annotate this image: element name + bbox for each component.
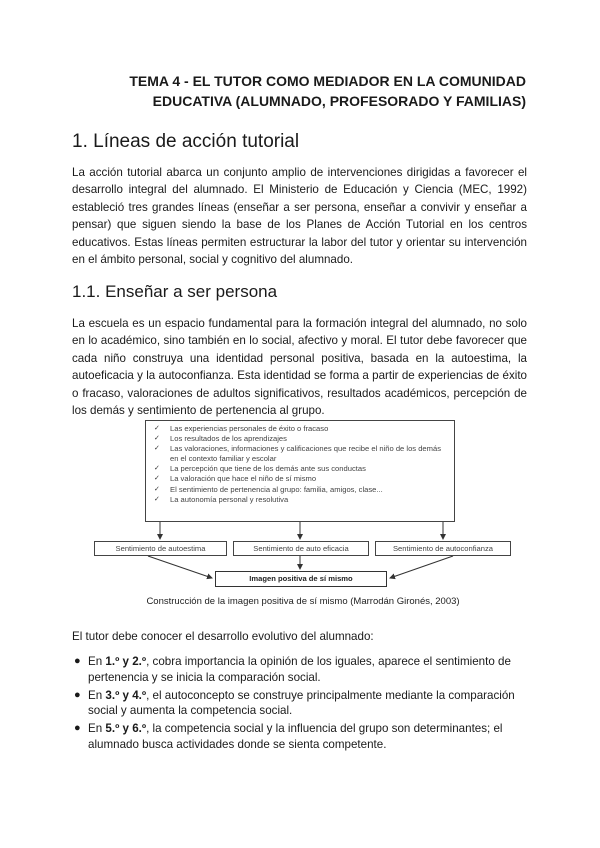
factor-item: ✓ El sentimiento de pertenencia al grupo: familia, amigos, clase... bbox=[154, 484, 383, 494]
autoestima-box: Sentimiento de autoestima bbox=[94, 541, 227, 556]
bullet-icon: ● bbox=[74, 722, 81, 735]
arrow-right-to-result bbox=[390, 556, 453, 578]
result-box: Imagen positiva de sí mismo bbox=[215, 571, 387, 587]
factor-item: ✓ La valoración que hace el niño de sí mismo bbox=[154, 474, 317, 484]
autoeficacia-box: Sentimiento de auto eficacia bbox=[233, 541, 369, 556]
check-icon: ✓ bbox=[154, 435, 160, 443]
factor-item: ✓ Las valoraciones, informaciones y calificaciones que recibe el niño de los demás en el contexto familiar y escolar bbox=[154, 444, 441, 464]
title-line-1: TEMA 4 - EL TUTOR COMO MEDIADOR EN LA COMUNIDAD bbox=[129, 73, 526, 89]
arrow-left-to-result bbox=[148, 556, 212, 578]
development-intro: El tutor debe conocer el desarrollo evolutivo del alumnado: bbox=[72, 630, 374, 643]
check-icon: ✓ bbox=[154, 445, 160, 453]
document-title bbox=[70, 71, 526, 111]
check-icon: ✓ bbox=[154, 465, 160, 473]
section-heading-1-1: 1.1. Enseñar a ser persona bbox=[72, 282, 278, 301]
figure-caption: Construcción de la imagen positiva de sí mismo (Marrodán Gironés, 2003) bbox=[146, 596, 460, 607]
factor-item: ✓ La autonomía personal y resolutiva bbox=[154, 494, 289, 504]
factors-list-box bbox=[145, 420, 455, 522]
title-line-2: EDUCATIVA (ALUMNADO, PROFESORADO Y FAMILIAS) bbox=[152, 93, 526, 109]
check-icon: ✓ bbox=[154, 495, 160, 503]
bullet-icon: ● bbox=[74, 688, 81, 701]
list-item: ● En 5.º y 6.º, la competencia social y la influencia del grupo son determinantes; el alumnado busca actividades donde se sienta competente. bbox=[74, 722, 503, 751]
section-1-1-paragraph: La escuela es un espacio fundamental para la formación integral del alumnado, no solo en lo académico, sino también en lo social, afectivo y moral. El tutor debe favorecer que cada niño construya una identidad personal positiva, basada en la autoestima, la autoeficacia y la autoconfianza. Esta identidad se forma a partir de experiencias de éxito o fracaso, valoraciones de adultos significativos, resultados académicos, percepción de los demás y sentimiento de pertenencia al grupo. bbox=[72, 317, 527, 418]
check-icon: ✓ bbox=[154, 485, 160, 493]
identity-figure bbox=[88, 420, 518, 615]
factor-item: ✓ La percepción que tiene de los demás ante sus conductas bbox=[154, 464, 366, 474]
list-item: ● En 3.º y 4.º, el autoconcepto se construye principalmente mediante la comparación social y aumenta la competencia social. bbox=[74, 688, 515, 718]
autoconfianza-box: Sentimiento de autoconfianza bbox=[375, 541, 511, 556]
development-list bbox=[72, 654, 532, 755]
list-item: ● En 1.º y 2.º, cobra importancia la opinión de los iguales, aparece el sentimiento de pertenencia y se inicia la comparación social. bbox=[74, 655, 511, 684]
bullet-icon: ● bbox=[74, 655, 81, 667]
factor-item: ✓ Las experiencias personales de éxito o fracaso bbox=[154, 424, 329, 433]
check-icon: ✓ bbox=[154, 425, 160, 432]
factor-item: ✓ Los resultados de los aprendizajes bbox=[154, 434, 287, 444]
section-heading-1: 1. Líneas de acción tutorial bbox=[72, 131, 300, 152]
check-icon: ✓ bbox=[154, 475, 160, 483]
section-1-paragraph: La acción tutorial abarca un conjunto amplio de intervenciones dirigidas a favorecer el desarrollo integral del alumnado. El Ministerio de Educación y Ciencia (MEC, 1992) estableció tres grandes líneas (enseñar a ser persona, enseñar a convivir y enseñar a pensar) que siguen siendo la base de los Planes de Acción Tutorial en los centros educativos. Estas líneas permiten estructurar la labor del tutor y orientar su intervención en el ámbito personal, social y cognitivo del alumnado. bbox=[72, 166, 527, 267]
